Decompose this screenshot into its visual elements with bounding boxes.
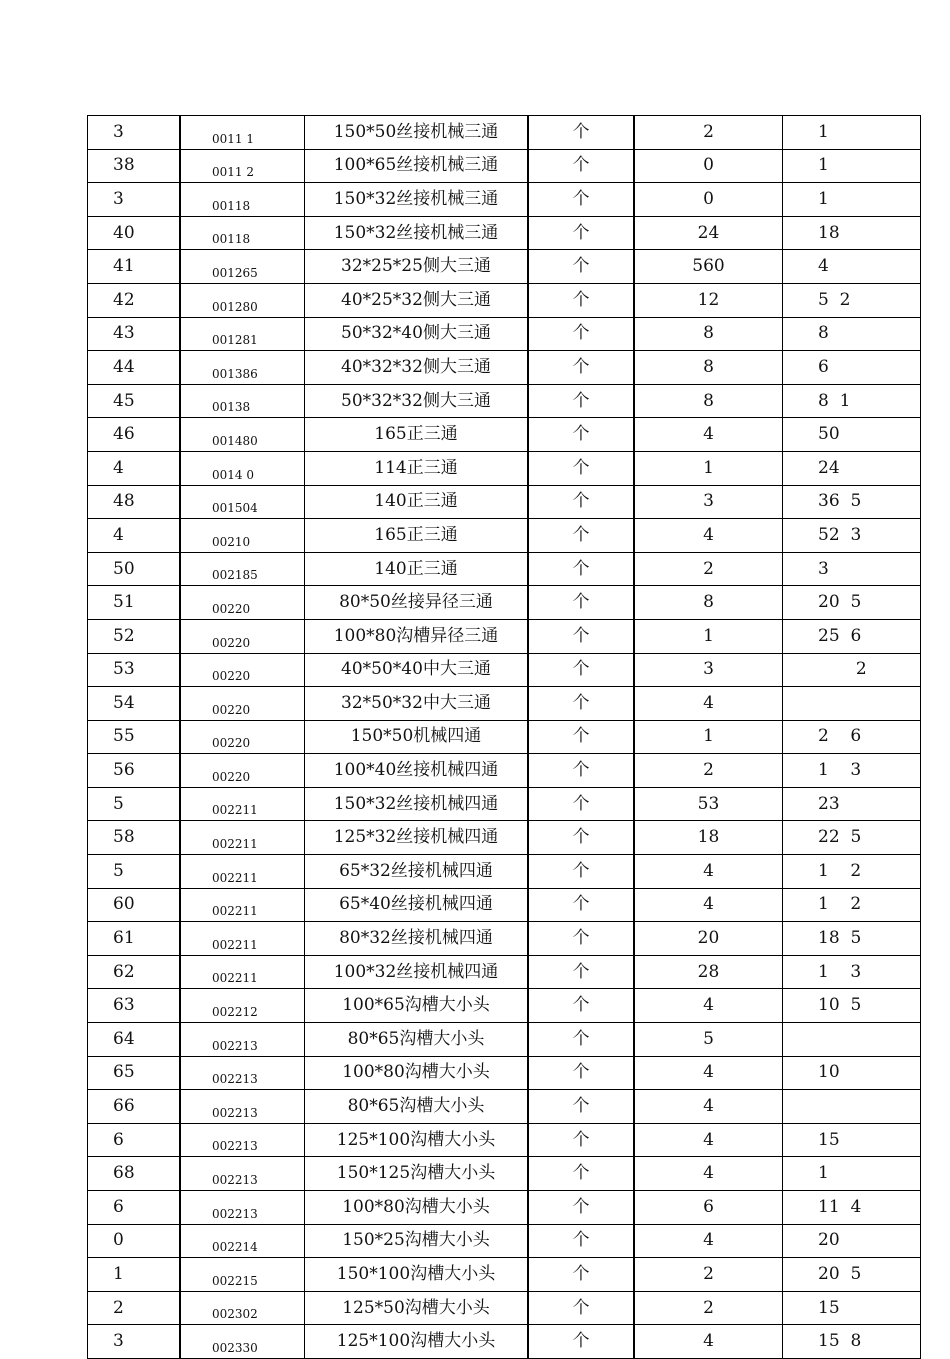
quantity-cell: 560 [634,250,783,284]
quantity-cell: 18 [634,821,783,855]
table-row [88,1258,921,1292]
table-row [88,552,921,586]
unit-cell: 个 [528,821,634,855]
unit-cell: 个 [528,989,634,1023]
row-index-cell: 3 [88,116,181,150]
extra-cell: 1 2 [783,855,921,889]
quantity-cell: 1 [634,720,783,754]
item-name-cell: 125*32丝接机械四通 [305,821,529,855]
item-code-cell: 002211 [180,787,305,821]
item-code-cell: 00220 [180,653,305,687]
table-row [88,955,921,989]
row-index-cell: 65 [88,1056,181,1090]
table-row [88,1157,921,1191]
unit-cell: 个 [528,451,634,485]
item-code-cell: 0014 0 [180,451,305,485]
item-code-cell: 002330 [180,1325,305,1359]
item-code-cell: 00118 [180,216,305,250]
table-row [88,989,921,1023]
table-row [88,149,921,183]
item-code-cell: 001504 [180,485,305,519]
item-name-cell: 65*40丝接机械四通 [305,888,529,922]
extra-cell: 25 6 [783,619,921,653]
extra-cell [783,687,921,721]
item-code-cell: 001265 [180,250,305,284]
row-index-cell: 0 [88,1224,181,1258]
extra-cell: 8 [783,317,921,351]
extra-cell: 20 5 [783,586,921,620]
item-code-cell: 00220 [180,754,305,788]
extra-cell: 11 4 [783,1191,921,1225]
unit-cell: 个 [528,1224,634,1258]
extra-cell: 15 [783,1291,921,1325]
unit-cell: 个 [528,519,634,553]
table-row [88,687,921,721]
unit-cell: 个 [528,787,634,821]
item-name-cell: 32*25*25侧大三通 [305,250,529,284]
item-code-cell: 002214 [180,1224,305,1258]
item-name-cell: 150*100沟槽大小头 [305,1258,529,1292]
quantity-cell: 2 [634,116,783,150]
item-code-cell: 002213 [180,1056,305,1090]
unit-cell: 个 [528,1258,634,1292]
quantity-cell: 2 [634,754,783,788]
row-index-cell: 2 [88,1291,181,1325]
quantity-cell: 4 [634,519,783,553]
quantity-cell: 4 [634,888,783,922]
item-code-cell: 002185 [180,552,305,586]
item-code-cell: 00220 [180,720,305,754]
item-name-cell: 125*100沟槽大小头 [305,1325,529,1359]
row-index-cell: 58 [88,821,181,855]
parts-table [87,115,921,1359]
quantity-cell: 4 [634,1325,783,1359]
extra-cell: 3 [783,552,921,586]
table-row [88,586,921,620]
item-code-cell: 002302 [180,1291,305,1325]
unit-cell: 个 [528,384,634,418]
item-name-cell: 100*80沟槽大小头 [305,1056,529,1090]
quantity-cell: 8 [634,384,783,418]
unit-cell: 个 [528,1325,634,1359]
extra-cell: 18 [783,216,921,250]
table-row [88,922,921,956]
extra-cell: 10 5 [783,989,921,1023]
item-name-cell: 150*32丝接机械三通 [305,183,529,217]
row-index-cell: 5 [88,855,181,889]
item-name-cell: 65*32丝接机械四通 [305,855,529,889]
row-index-cell: 4 [88,519,181,553]
row-index-cell: 68 [88,1157,181,1191]
item-name-cell: 80*50丝接异径三通 [305,586,529,620]
quantity-cell: 2 [634,552,783,586]
extra-cell: 23 [783,787,921,821]
row-index-cell: 45 [88,384,181,418]
row-index-cell: 56 [88,754,181,788]
item-name-cell: 165正三通 [305,418,529,452]
parts-table-body [88,116,921,1359]
extra-cell: 18 5 [783,922,921,956]
table-row [88,1291,921,1325]
extra-cell: 1 3 [783,955,921,989]
quantity-cell: 4 [634,1157,783,1191]
quantity-cell: 3 [634,653,783,687]
quantity-cell: 0 [634,149,783,183]
extra-cell: 15 [783,1123,921,1157]
table-row [88,619,921,653]
item-name-cell: 32*50*32中大三通 [305,687,529,721]
quantity-cell: 4 [634,687,783,721]
table-row [88,888,921,922]
unit-cell: 个 [528,418,634,452]
quantity-cell: 2 [634,1291,783,1325]
quantity-cell: 4 [634,418,783,452]
row-index-cell: 46 [88,418,181,452]
table-row [88,216,921,250]
item-name-cell: 125*50沟槽大小头 [305,1291,529,1325]
unit-cell: 个 [528,552,634,586]
extra-cell: 20 5 [783,1258,921,1292]
item-name-cell: 80*32丝接机械四通 [305,922,529,956]
unit-cell: 个 [528,720,634,754]
item-name-cell: 150*50机械四通 [305,720,529,754]
item-code-cell: 002211 [180,855,305,889]
unit-cell: 个 [528,586,634,620]
quantity-cell: 6 [634,1191,783,1225]
quantity-cell: 4 [634,855,783,889]
unit-cell: 个 [528,1023,634,1057]
extra-cell: 20 [783,1224,921,1258]
extra-cell: 1 [783,1157,921,1191]
unit-cell: 个 [528,619,634,653]
unit-cell: 个 [528,283,634,317]
row-index-cell: 50 [88,552,181,586]
item-code-cell: 002213 [180,1023,305,1057]
item-code-cell: 002213 [180,1123,305,1157]
item-code-cell: 00220 [180,586,305,620]
table-row [88,283,921,317]
quantity-cell: 12 [634,283,783,317]
item-code-cell: 002211 [180,888,305,922]
unit-cell: 个 [528,1291,634,1325]
item-code-cell: 00220 [180,687,305,721]
row-index-cell: 4 [88,451,181,485]
quantity-cell: 28 [634,955,783,989]
item-code-cell: 0011 1 [180,116,305,150]
table-row [88,250,921,284]
quantity-cell: 4 [634,989,783,1023]
item-code-cell: 001281 [180,317,305,351]
row-index-cell: 43 [88,317,181,351]
row-index-cell: 52 [88,619,181,653]
item-name-cell: 40*25*32侧大三通 [305,283,529,317]
item-code-cell: 00118 [180,183,305,217]
unit-cell: 个 [528,955,634,989]
item-code-cell: 002211 [180,955,305,989]
quantity-cell: 4 [634,1090,783,1124]
item-name-cell: 140正三通 [305,485,529,519]
table-row [88,821,921,855]
item-name-cell: 150*125沟槽大小头 [305,1157,529,1191]
unit-cell: 个 [528,1191,634,1225]
item-name-cell: 125*100沟槽大小头 [305,1123,529,1157]
table-row [88,418,921,452]
item-code-cell: 00220 [180,619,305,653]
extra-cell: 5 2 [783,283,921,317]
item-code-cell: 001386 [180,351,305,385]
extra-cell: 1 [783,116,921,150]
extra-cell: 2 6 [783,720,921,754]
row-index-cell: 40 [88,216,181,250]
item-name-cell: 114正三通 [305,451,529,485]
extra-cell: 22 5 [783,821,921,855]
item-name-cell: 150*50丝接机械三通 [305,116,529,150]
row-index-cell: 60 [88,888,181,922]
extra-cell: 1 [783,149,921,183]
item-code-cell: 0011 2 [180,149,305,183]
extra-cell: 24 [783,451,921,485]
unit-cell: 个 [528,653,634,687]
table-row [88,485,921,519]
quantity-cell: 3 [634,485,783,519]
row-index-cell: 53 [88,653,181,687]
extra-cell: 1 [783,183,921,217]
item-name-cell: 165正三通 [305,519,529,553]
item-name-cell: 100*65沟槽大小头 [305,989,529,1023]
table-row [88,116,921,150]
table-row [88,653,921,687]
unit-cell: 个 [528,888,634,922]
row-index-cell: 6 [88,1191,181,1225]
item-name-cell: 40*32*32侧大三通 [305,351,529,385]
item-name-cell: 100*40丝接机械四通 [305,754,529,788]
extra-cell: 15 8 [783,1325,921,1359]
extra-cell [783,1090,921,1124]
extra-cell [783,1023,921,1057]
unit-cell: 个 [528,855,634,889]
quantity-cell: 4 [634,1123,783,1157]
row-index-cell: 1 [88,1258,181,1292]
unit-cell: 个 [528,250,634,284]
item-name-cell: 100*80沟槽异径三通 [305,619,529,653]
item-code-cell: 00210 [180,519,305,553]
row-index-cell: 62 [88,955,181,989]
item-code-cell: 001480 [180,418,305,452]
unit-cell: 个 [528,1090,634,1124]
table-row [88,451,921,485]
quantity-cell: 5 [634,1023,783,1057]
item-name-cell: 150*32丝接机械三通 [305,216,529,250]
unit-cell: 个 [528,922,634,956]
unit-cell: 个 [528,754,634,788]
row-index-cell: 44 [88,351,181,385]
table-row [88,317,921,351]
item-name-cell: 100*32丝接机械四通 [305,955,529,989]
table-row [88,1123,921,1157]
item-code-cell: 002213 [180,1090,305,1124]
item-code-cell: 00138 [180,384,305,418]
row-index-cell: 54 [88,687,181,721]
row-index-cell: 3 [88,1325,181,1359]
extra-cell: 1 3 [783,754,921,788]
quantity-cell: 1 [634,619,783,653]
table-row [88,1090,921,1124]
unit-cell: 个 [528,485,634,519]
unit-cell: 个 [528,351,634,385]
row-index-cell: 42 [88,283,181,317]
row-index-cell: 61 [88,922,181,956]
item-name-cell: 150*25沟槽大小头 [305,1224,529,1258]
extra-cell: 8 1 [783,384,921,418]
quantity-cell: 8 [634,351,783,385]
unit-cell: 个 [528,216,634,250]
unit-cell: 个 [528,687,634,721]
item-code-cell: 002211 [180,821,305,855]
unit-cell: 个 [528,317,634,351]
extra-cell: 50 [783,418,921,452]
unit-cell: 个 [528,116,634,150]
item-name-cell: 100*65丝接机械三通 [305,149,529,183]
quantity-cell: 4 [634,1056,783,1090]
unit-cell: 个 [528,1056,634,1090]
extra-cell: 52 3 [783,519,921,553]
item-name-cell: 80*65沟槽大小头 [305,1090,529,1124]
table-row [88,351,921,385]
item-code-cell: 002213 [180,1157,305,1191]
row-index-cell: 55 [88,720,181,754]
row-index-cell: 41 [88,250,181,284]
row-index-cell: 51 [88,586,181,620]
table-row [88,1224,921,1258]
table-row [88,754,921,788]
item-code-cell: 002215 [180,1258,305,1292]
extra-cell: 4 [783,250,921,284]
row-index-cell: 66 [88,1090,181,1124]
extra-cell: 1 2 [783,888,921,922]
extra-cell: 10 [783,1056,921,1090]
quantity-cell: 20 [634,922,783,956]
table-row [88,855,921,889]
row-index-cell: 5 [88,787,181,821]
item-name-cell: 100*80沟槽大小头 [305,1191,529,1225]
row-index-cell: 63 [88,989,181,1023]
row-index-cell: 3 [88,183,181,217]
table-row [88,1023,921,1057]
unit-cell: 个 [528,1123,634,1157]
extra-cell: 36 5 [783,485,921,519]
unit-cell: 个 [528,183,634,217]
item-code-cell: 001280 [180,283,305,317]
quantity-cell: 53 [634,787,783,821]
quantity-cell: 8 [634,586,783,620]
quantity-cell: 4 [634,1224,783,1258]
table-row [88,183,921,217]
unit-cell: 个 [528,149,634,183]
item-name-cell: 150*32丝接机械四通 [305,787,529,821]
quantity-cell: 8 [634,317,783,351]
quantity-cell: 2 [634,1258,783,1292]
row-index-cell: 6 [88,1123,181,1157]
item-code-cell: 002211 [180,922,305,956]
unit-cell: 个 [528,1157,634,1191]
row-index-cell: 38 [88,149,181,183]
item-name-cell: 50*32*32侧大三通 [305,384,529,418]
item-name-cell: 40*50*40中大三通 [305,653,529,687]
table-row [88,787,921,821]
extra-cell: 2 [783,653,921,687]
item-name-cell: 140正三通 [305,552,529,586]
table-row [88,519,921,553]
quantity-cell: 0 [634,183,783,217]
row-index-cell: 64 [88,1023,181,1057]
item-code-cell: 002213 [180,1191,305,1225]
quantity-cell: 1 [634,451,783,485]
table-row [88,1191,921,1225]
item-name-cell: 80*65沟槽大小头 [305,1023,529,1057]
item-code-cell: 002212 [180,989,305,1023]
item-name-cell: 50*32*40侧大三通 [305,317,529,351]
table-row [88,720,921,754]
table-row [88,384,921,418]
table-row [88,1056,921,1090]
extra-cell: 6 [783,351,921,385]
row-index-cell: 48 [88,485,181,519]
table-row [88,1325,921,1359]
quantity-cell: 24 [634,216,783,250]
